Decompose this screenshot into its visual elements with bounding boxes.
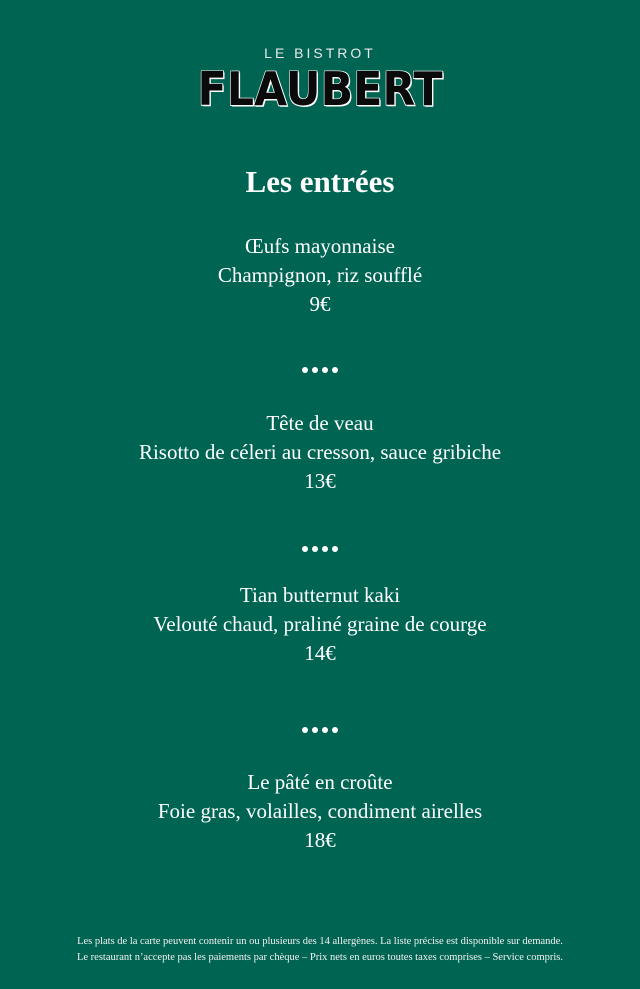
dish-item [0,581,640,668]
dish-name: Tian butternut kaki [239,583,401,607]
dish-name: Le pâté en croûte [247,770,393,794]
dish-description: Champignon, riz soufflé [217,263,423,287]
menu-footer [0,934,640,966]
dish-name: Œufs mayonnaise [245,234,395,258]
dish-separator [0,537,640,557]
dish-item [0,409,640,496]
restaurant-header [0,44,640,114]
dish-price: 18€ [304,828,336,852]
footer-allergen-notice: Les plats de la carte peuvent contenir un ou plusieurs des 14 allergènes. La liste précise est disponible sur demande. [77,936,563,947]
dish-separator [0,718,640,738]
dish-description: Velouté chaud, praliné graine de courge [153,612,487,636]
dish-item [0,768,640,855]
dish-price: 13€ [304,469,336,493]
brand-logo: FLAUBERT [197,62,443,116]
dish-name: Tête de veau [266,411,374,435]
section-title: Les entrées [245,164,395,199]
dish-separator [0,358,640,378]
dish-price: 9€ [309,292,331,316]
brand-pre-title: LE BISTROT [264,45,376,61]
dish-description: Foie gras, volailles, condiment airelles [157,799,483,823]
footer-payment-notice: Le restaurant n’accepte pas les paiements par chèque – Prix nets en euros toutes taxes comprises – Service compris. [76,952,564,963]
dish-description: Risotto de céleri au cresson, sauce gribiche [138,440,502,464]
dish-item [0,232,640,319]
dish-price: 14€ [304,641,336,665]
